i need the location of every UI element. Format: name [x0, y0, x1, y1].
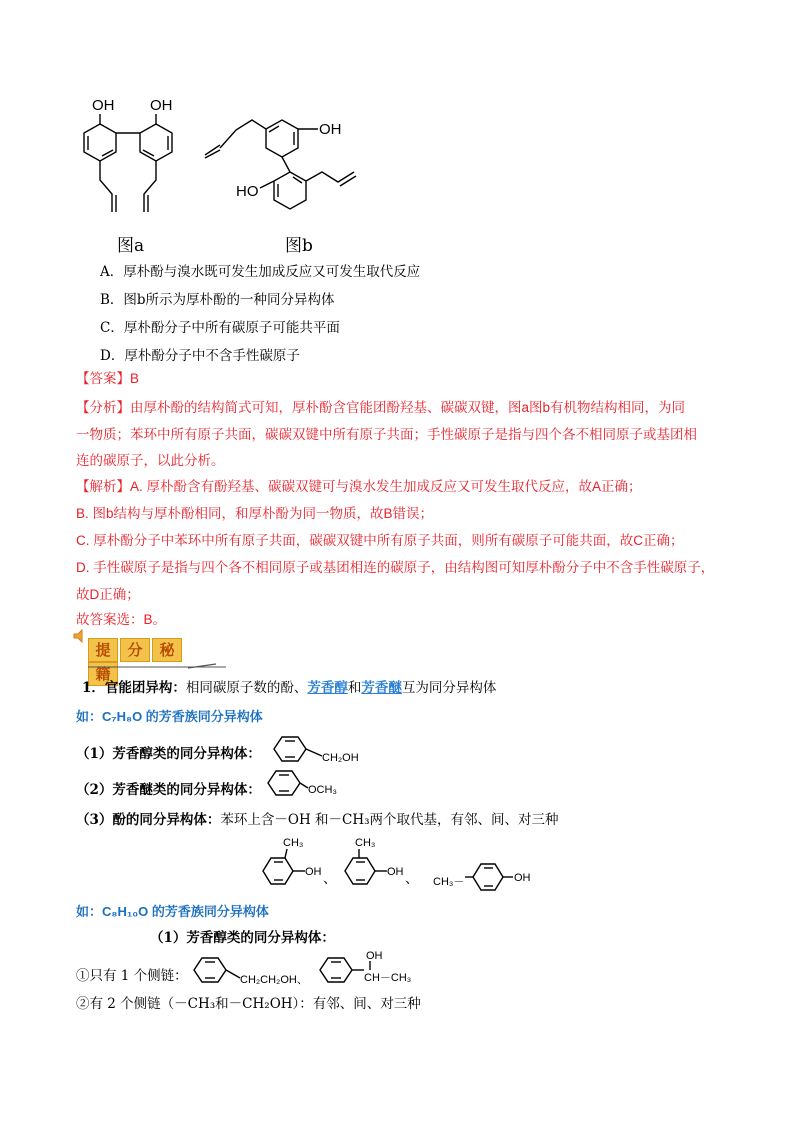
solution-line: B. 图b结构与厚朴酚相同，和厚朴酚为同一物质，故B错误；	[76, 506, 434, 521]
tips-char: 籍	[88, 662, 118, 686]
answer-line: 【答案】B	[76, 371, 140, 386]
speaker-icon	[73, 629, 87, 643]
example1-title: 如：C₇H₈O 的芳香族同分异构体	[76, 709, 263, 724]
solution-line: C. 厚朴酚分子中苯环中所有原子共面，碳碳双键中所有原子共面，则所有碳原子可能共面，故C正确；	[76, 533, 684, 548]
option-a: A．厚朴酚与溴水既可发生加成反应又可发生取代反应	[100, 264, 421, 280]
solution-line: 故D正确；	[76, 587, 140, 602]
example1-item2: （2）芳香醚类的同分异构体：	[76, 782, 261, 798]
example1-item3	[76, 810, 559, 830]
ch3-label: CH₃	[283, 837, 304, 849]
aromatic-alcohol-link[interactable]: 芳香醇	[307, 680, 348, 696]
oh-label: OH	[387, 866, 404, 878]
solution-line: 故答案选：B。	[76, 612, 167, 627]
banner-underline	[88, 663, 228, 671]
ch3-label: CH₃－	[433, 876, 465, 888]
section1-text: 互为同分异构体	[401, 680, 497, 696]
och3-label: OCH₃	[308, 784, 337, 796]
ch-ch3-label: CH－CH₃	[364, 972, 412, 984]
tips-char: 提	[88, 638, 118, 662]
oh-label: OH	[366, 950, 383, 962]
ho-label: HO	[236, 183, 259, 200]
oh-label: OH	[150, 97, 173, 114]
oh-label: OH	[92, 97, 115, 114]
option-c: C．厚朴酚分子中所有碳原子可能共平面	[100, 320, 340, 336]
solution-line: D. 手性碳原子是指与四个各不相同原子或基团相连的碳原子，由结构图可知厚朴酚分子中不含手性碳原子，	[76, 560, 715, 575]
oh-label: OH	[319, 121, 342, 138]
figure-a-caption: 图a	[117, 236, 145, 256]
item3-text: 苯环上含－OH 和－CH₃两个取代基，有邻、间、对三种	[220, 812, 559, 828]
section1-heading: 官能团异构：	[104, 680, 186, 696]
tips-banner	[88, 638, 204, 683]
option-b: B．图b所示为厚朴酚的一种同分异构体	[100, 292, 335, 308]
figure-b-structure	[200, 100, 370, 230]
example2-line1-text: ①只有 1 个侧链：	[76, 968, 188, 984]
benzyl-alcohol-structure	[268, 732, 408, 766]
separator: 、	[323, 871, 337, 887]
example2-item1: （1）芳香醇类的同分异构体：	[150, 930, 335, 946]
cresol-isomers-structure	[255, 833, 555, 891]
section1-text: 相同碳原子数的酚、	[185, 680, 308, 696]
example2-line2-text: ②有 2 个侧链（－CH₃和－CH₂OH）：有邻、间、对三种	[76, 996, 421, 1012]
figure-a-structure	[70, 92, 200, 232]
section1-number: 1．	[82, 680, 105, 696]
analysis-line: 【分析】由厚朴酚的结构简式可知，厚朴酚含官能团酚羟基、碳碳双键，图a图b有机物结构相同，为同	[76, 400, 686, 415]
section1-text: 和	[347, 680, 362, 696]
tips-char: 分	[120, 638, 150, 662]
ch2ch2oh-label: CH₂CH₂OH、	[240, 974, 308, 986]
example1-item1: （1）芳香醇类的同分异构体：	[76, 746, 261, 762]
aromatic-ether-link[interactable]: 芳香醚	[361, 680, 402, 696]
analysis-line: 一物质；苯环中所有原子共面，碳碳双键中所有原子共面；手性碳原子是指与四个各不相同原子或基团相	[76, 427, 697, 442]
oh-label: OH	[514, 872, 531, 884]
phenylethanol-structure	[188, 948, 468, 988]
solution-line: 【解析】A. 厚朴酚含有酚羟基、碳碳双键可与溴水发生加成反应又可发生取代反应，故A正确；	[76, 479, 642, 494]
ch3-label: CH₃	[355, 837, 376, 849]
separator: 、	[405, 871, 419, 887]
item3-heading: （3）酚的同分异构体：	[76, 812, 221, 828]
anisole-structure	[262, 768, 372, 802]
figure-b-caption: 图b	[285, 236, 313, 256]
section1-line	[82, 678, 496, 698]
tips-char: 秘	[152, 638, 182, 662]
oh-label: OH	[305, 866, 322, 878]
option-d: D．厚朴酚分子中不含手性碳原子	[100, 348, 300, 364]
analysis-line: 连的碳原子，以此分析。	[76, 453, 225, 468]
example2-title: 如：C₈H₁₀O 的芳香族同分异构体	[76, 904, 269, 919]
ch2oh-label: CH₂OH	[322, 752, 359, 764]
